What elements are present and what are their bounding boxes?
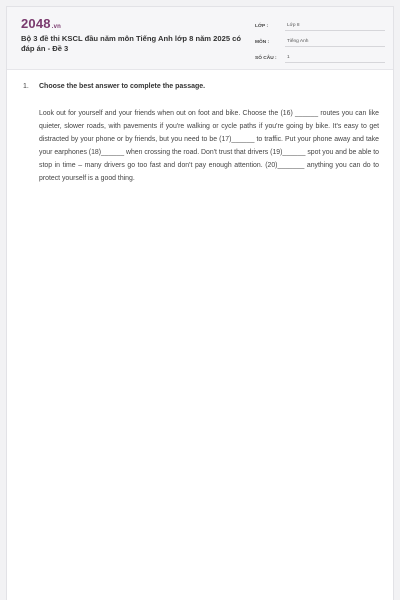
logo-tld: .vn xyxy=(51,24,62,30)
question-header xyxy=(23,83,379,90)
meta-label-count: SỐ CÂU : xyxy=(255,56,277,61)
exam-meta xyxy=(255,17,385,65)
question-passage: Look out for yourself and your friends when out on foot and bike. Choose the (16) ______ routes you can like quieter, slower roads, with pavements if you're walking or cycle paths if you're going by bike. It's easy to get distracted by your phone or by friends, but you need to be (17)______ to traffic. Put your phone away and take your earphones (18)______ when crossing the road. Don't trust that drivers (19)______ spot you and be able to stop in time – many drivers go too fast and don't pay enough attention. (20)_______ anything you can do to protect yourself is a good thing. xyxy=(39,110,379,182)
meta-row-subject xyxy=(255,33,385,47)
meta-value-count: 1 xyxy=(285,55,385,63)
meta-row-grade xyxy=(255,17,385,31)
question-prompt: Choose the best answer to complete the passage. xyxy=(39,83,206,90)
question-number: 1. xyxy=(23,83,29,90)
document-header xyxy=(7,7,393,70)
document-title: Bộ 3 đề thi KSCL đầu năm môn Tiếng Anh lớp 8 năm 2025 có đáp án - Đề 3 xyxy=(21,34,242,53)
site-logo[interactable] xyxy=(21,16,61,31)
meta-row-count xyxy=(255,49,385,63)
meta-label-subject: MÔN : xyxy=(255,40,270,45)
meta-label-grade: LỚP : xyxy=(255,24,269,29)
meta-value-subject: Tiếng Anh xyxy=(285,39,385,47)
logo-main: 2048 xyxy=(21,16,51,31)
meta-value-grade: Lớp 8 xyxy=(285,23,385,31)
document-page xyxy=(6,6,394,600)
